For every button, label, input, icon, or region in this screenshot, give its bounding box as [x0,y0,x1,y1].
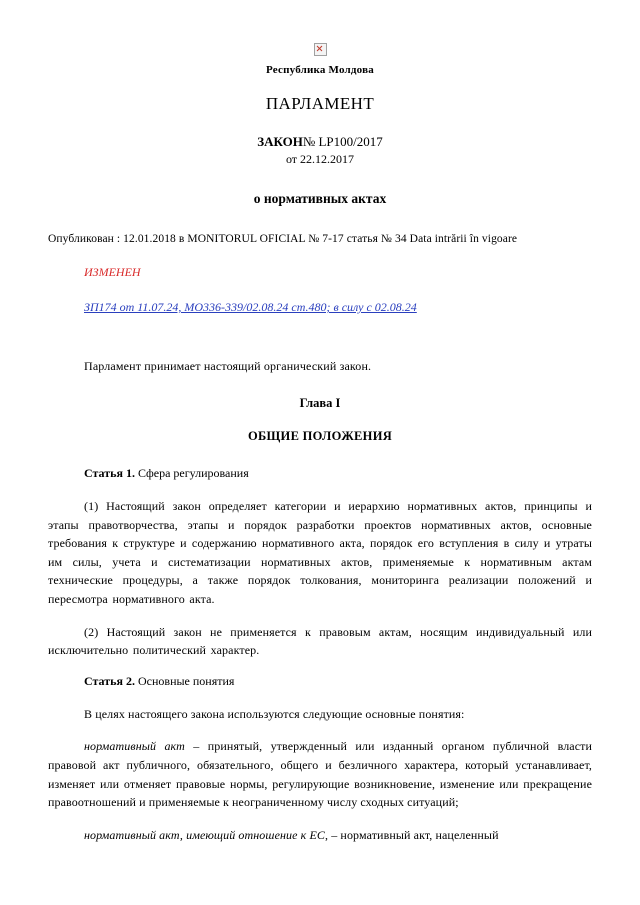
intro-paragraph: Парламент принимает настоящий органический закон. [84,359,372,373]
broken-image-icon [314,43,327,56]
article-2-heading [84,674,592,689]
chapter-title: ОБЩИЕ ПОЛОЖЕНИЯ [247,429,393,443]
publication-info: Опубликован : 12.01.2018 в MONITORUL OFICIAL № 7-17 статья № 34 Data intrării în vigoare [48,233,518,245]
document-title: о нормативных актах [253,191,387,206]
definition-item [48,826,592,845]
institution-heading: ПАРЛАМЕНТ [265,94,375,113]
law-label: ЗАКОН [257,134,303,149]
law-number: № LP100/2017 [302,134,383,149]
amendment-link[interactable]: ЗП174 от 11.07.24, МО336-339/02.08.24 ст.480; в силу с 02.08.24 [84,300,417,314]
law-date: от 22.12.2017 [285,152,355,166]
definition-text: – принятый, утвержденный или изданный органом публичной власти правовой акт публичного, обязательного, общего и безличного характера, который устанавливает, изменяет или отменяет правовые нормы, регулирующие возникновение, изменение или прекращение правоотношений и применяемые к неограниченному числу сходных ситуаций; [48,739,592,810]
republic-heading: Республика Молдова [266,64,374,76]
article-1-paragraph-1: (1) Настоящий закон определяет категории и иерархию нормативных актов, принципы и этапы правотворчества, этапы и порядок разработки проектов нормативных актов, основные требования к структуре и содержанию нормативного акта, порядок его вступления в силу и утраты им силы, учета и систематизации нормативных актов, применяемые к нормативным актам технические процедуры, а также порядок толкования, мониторинга реализации положений и пересмотра нормативного акта. [48,499,592,606]
broken-image-placeholder [48,40,592,58]
article-2-lead: В целях настоящего закона используются следующие основные понятия: [84,706,465,721]
definition-text: , – нормативный акт, нацеленный [325,827,499,842]
article-2-number: Статья 2. [84,673,135,688]
article-1-paragraph-2: (2) Настоящий закон не применяется к правовым актам, носящим индивидуальный или исключительно политический характер. [48,624,592,658]
article-1-number: Статья 1. [84,466,135,480]
definition-term: нормативный акт, имеющий отношение к ЕС [84,827,326,842]
definition-term: нормативный акт [84,739,185,754]
modified-badge: ИЗМЕНЕН [84,265,141,279]
article-1-title: Сфера регулирования [137,466,249,480]
article-1-heading [84,466,592,481]
definition-item [48,737,592,811]
article-2-title: Основные понятия [137,673,235,688]
law-line [48,134,592,150]
chapter-number: Глава I [299,396,341,410]
